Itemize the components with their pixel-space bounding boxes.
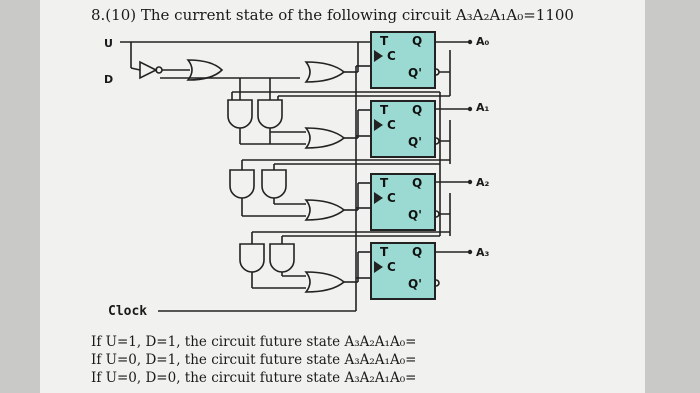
output-a3-label: A₃ [476,246,490,259]
ff1-q-label: Q [412,103,423,117]
ff1-qn-label: Q' [408,135,422,149]
output-a2-label: A₂ [476,176,490,189]
and-gate-1b [258,100,282,128]
ff2-c-label: C [387,191,396,205]
ff2-q-label: Q [412,176,423,190]
flip-flop-3 [370,242,436,300]
ff0-t-label: T [380,34,389,48]
ff1-t-label: T [380,103,389,117]
ff3-clock-triangle [374,261,383,273]
question-title: 8.(10) The current state of the following circuit A₃A₂A₁A₀=1100 [91,6,574,24]
question-line-2: If U=0, D=1, the circuit future state A₃A₂A₁A₀= [91,352,417,368]
ff1-clock-triangle [374,119,383,131]
or-gate-ff2 [306,200,344,220]
flip-flop-1 [370,100,436,158]
ff1-c-label: C [387,118,396,132]
ff2-t-label: T [380,176,389,190]
output-a1-label: A₁ [476,101,490,114]
flip-flop-2 [370,173,436,231]
ff3-t-label: T [380,245,389,259]
ff0-qn-label: Q' [408,66,422,80]
output-a0-label: A₀ [476,35,490,48]
question-line-3: If U=0, D=0, the circuit future state A₃A₂A₁A₀= [91,370,417,386]
and-gate-3a [240,244,264,272]
or-gate-ff1 [306,128,344,148]
or-gate-ff0 [306,62,344,82]
ff3-q-label: Q [412,245,423,259]
and-gate-2a [230,170,254,198]
flip-flop-0 [370,31,436,89]
ff0-q-label: Q [412,34,423,48]
clock-label: Clock [108,304,148,319]
inverter-gate [140,62,156,78]
or-gate-ff3 [306,272,344,292]
ff2-clock-triangle [374,192,383,204]
d-input-label: D [104,73,114,86]
ff0-c-label: C [387,49,396,63]
ff2-qn-label: Q' [408,208,422,222]
u-input-label: U [104,37,113,50]
and-gate-1a [228,100,252,128]
and-gate-2b [262,170,286,198]
and-gate-3b [270,244,294,272]
inverter-in-wire [131,68,140,70]
ff3-qn-label: Q' [408,277,422,291]
question-line-1: If U=1, D=1, the circuit future state A₃A₂A₁A₀= [91,334,417,350]
ff3-c-label: C [387,260,396,274]
or-gate-input [188,60,222,80]
ff0-clock-triangle [374,50,383,62]
